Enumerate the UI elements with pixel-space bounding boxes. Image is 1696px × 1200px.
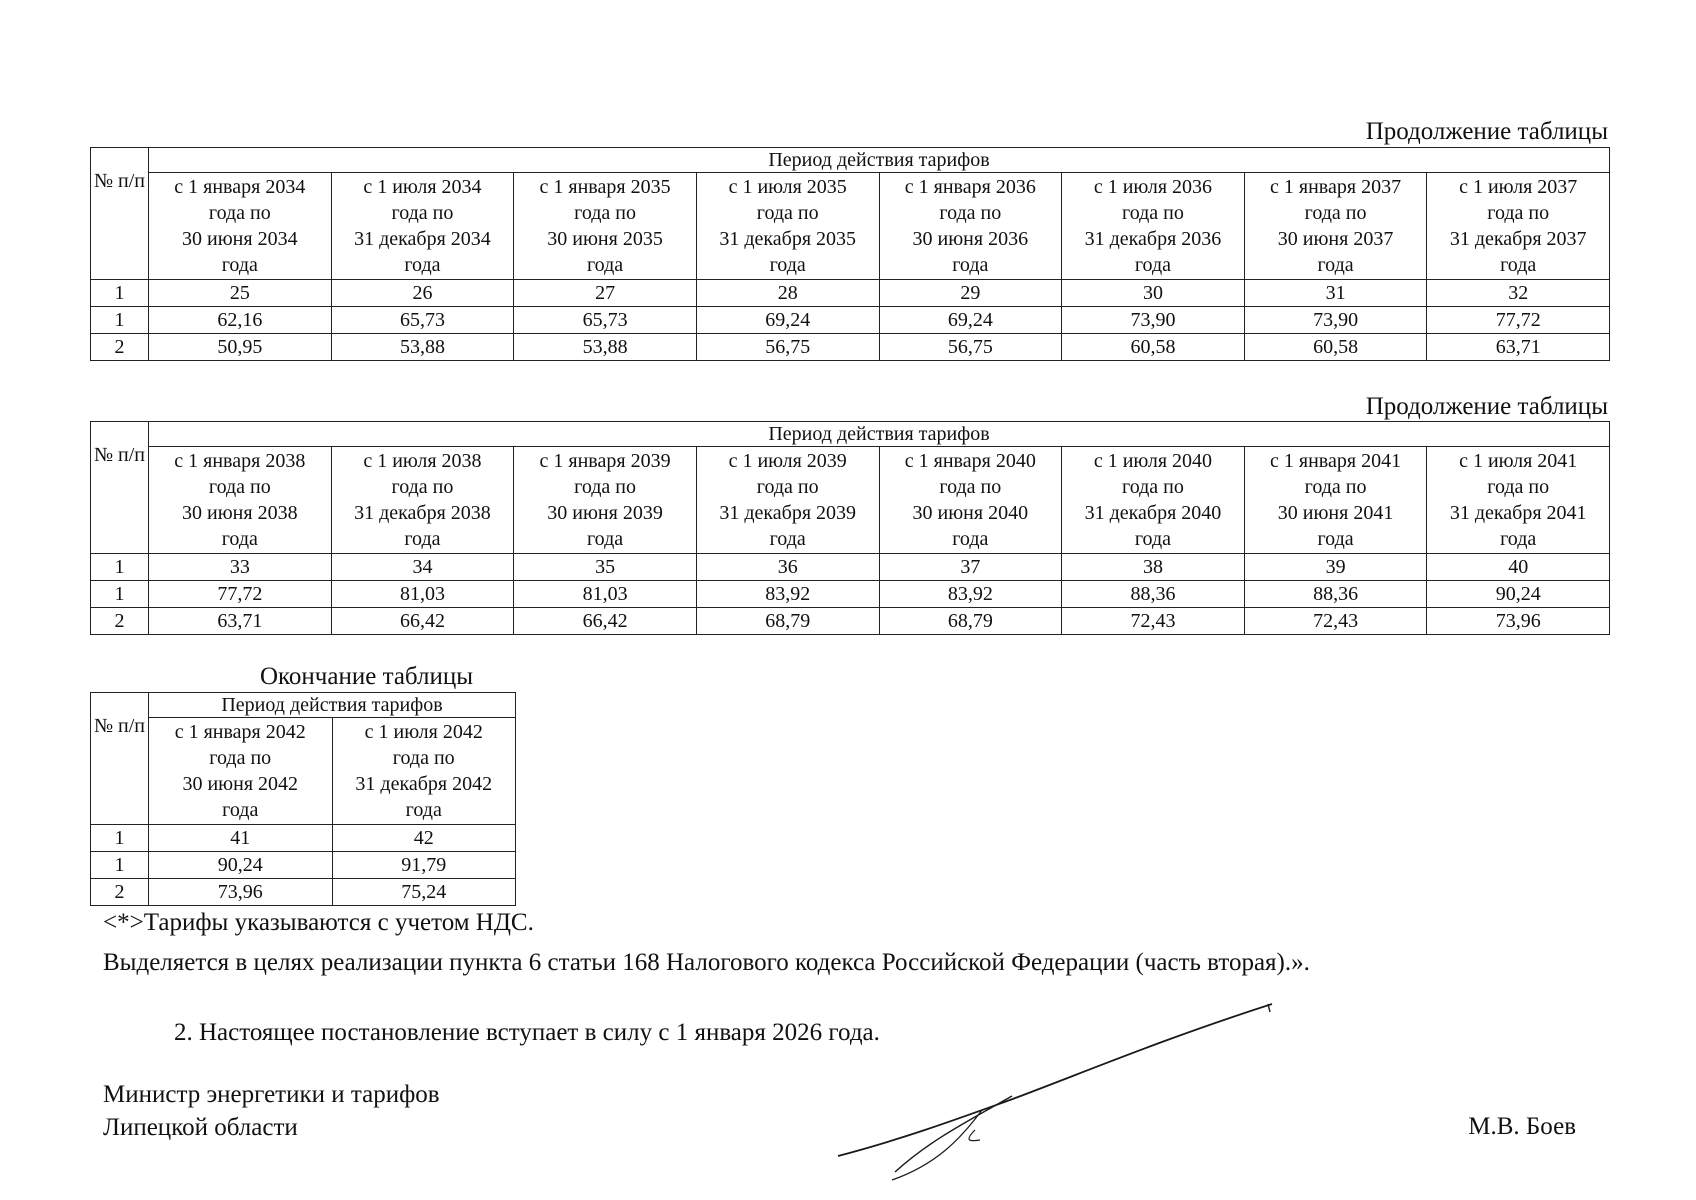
- row-number-cell: 1: [91, 581, 149, 608]
- period-header-line: 30 июня 2037: [1277, 228, 1394, 250]
- tariff-value-cell: 62,16: [149, 307, 332, 334]
- tariff-value-cell: 65,73: [331, 307, 514, 334]
- period-header-line: года по: [208, 476, 271, 498]
- tariff-value-cell: 37: [879, 554, 1062, 581]
- period-header-line: года по: [1487, 202, 1550, 224]
- tariff-value-cell: 28: [696, 280, 879, 307]
- period-header-line: года: [1134, 254, 1172, 276]
- period-header-line: с 1 июля 2036: [1093, 176, 1213, 198]
- vat-allocation-note: Выделяется в целях реализации пункта 6 статьи 168 Налогового кодекса Российской Федерации (часть вторая).».: [103, 949, 1310, 976]
- row-number-cell: 1: [91, 554, 149, 581]
- period-header-line: с 1 июля 2039: [728, 450, 847, 472]
- period-header-line: года по: [574, 202, 636, 224]
- tariff-value-cell: 35: [514, 554, 697, 581]
- tariff-value-cell: 77,72: [1427, 307, 1610, 334]
- tariff-value-cell: 90,24: [149, 852, 333, 879]
- table-2-caption: Продолжение таблицы: [1365, 393, 1608, 420]
- period-group-header: Период действия тарифов: [149, 422, 1610, 447]
- tariff-value-cell: 81,03: [514, 581, 697, 608]
- row-number-cell: 1: [91, 307, 149, 334]
- row-number-cell: 2: [91, 608, 149, 635]
- period-header-line: 31 декабря 2039: [719, 502, 857, 524]
- period-header-line: с 1 января 2040: [904, 450, 1036, 472]
- tariff-value-cell: 68,79: [879, 608, 1062, 635]
- row-number-header: № п/п: [91, 148, 149, 280]
- tariff-value-cell: 56,75: [879, 334, 1062, 361]
- row-number-header: № п/п: [91, 693, 149, 825]
- period-header-line: года по: [392, 747, 455, 769]
- period-header-line: года: [952, 528, 989, 550]
- tariff-value-cell: 66,42: [331, 608, 514, 635]
- period-group-header: Период действия тарифов: [149, 148, 1610, 173]
- period-header-line: 31 декабря 2036: [1084, 228, 1222, 250]
- period-header-line: года: [769, 528, 806, 550]
- period-header-line: 31 декабря 2037: [1449, 228, 1587, 250]
- tariff-value-cell: 88,36: [1244, 581, 1427, 608]
- tariff-value-cell: 75,24: [332, 879, 516, 906]
- tariff-value-cell: 90,24: [1427, 581, 1610, 608]
- tariff-value-cell: 39: [1244, 554, 1427, 581]
- row-number-cell: 1: [91, 280, 149, 307]
- period-header-line: 31 декабря 2041: [1449, 502, 1587, 524]
- period-header-line: 31 декабря 2034: [354, 228, 491, 250]
- row-number-header: № п/п: [91, 422, 149, 554]
- period-header-line: с 1 января 2041: [1270, 450, 1402, 472]
- footnote-vat: <*>Тарифы указываются с учетом НДС.: [103, 909, 534, 936]
- table-1-caption: Продолжение таблицы: [1365, 118, 1608, 145]
- tariff-value-cell: 25: [149, 280, 332, 307]
- tariff-value-cell: 33: [149, 554, 332, 581]
- period-header-line: с 1 января 2037: [1270, 176, 1402, 198]
- period-header-line: года по: [756, 476, 819, 498]
- period-header-line: года по: [1121, 476, 1184, 498]
- signatory-name: М.В. Боев: [1468, 1113, 1576, 1140]
- period-header-line: с 1 июля 2040: [1093, 450, 1213, 472]
- tariff-value-cell: 60,58: [1244, 334, 1427, 361]
- period-header-line: года по: [756, 202, 819, 224]
- tariff-value-cell: 41: [149, 825, 333, 852]
- tariff-value-cell: 50,95: [149, 334, 332, 361]
- period-header-line: года: [221, 254, 258, 276]
- period-header-line: 31 декабря 2040: [1084, 502, 1222, 524]
- period-header-line: года: [1317, 528, 1354, 550]
- tariff-value-cell: 73,96: [149, 879, 333, 906]
- period-header-line: года по: [209, 747, 272, 769]
- tariff-value-cell: 65,73: [514, 307, 697, 334]
- tariff-value-cell: 60,58: [1062, 334, 1245, 361]
- tariff-value-cell: 26: [331, 280, 514, 307]
- signatory-title-line-2: Липецкой области: [103, 1114, 298, 1141]
- period-header-line: 30 июня 2042: [182, 773, 299, 795]
- tariff-value-cell: 83,92: [696, 581, 879, 608]
- tariff-value-cell: 72,43: [1244, 608, 1427, 635]
- period-header-line: с 1 июля 2035: [728, 176, 847, 198]
- tariff-value-cell: 68,79: [696, 608, 879, 635]
- period-group-header: Период действия тарифов: [149, 693, 516, 718]
- period-header-line: года: [222, 799, 259, 821]
- period-header-line: с 1 июля 2038: [363, 450, 482, 472]
- tariff-value-cell: 73,96: [1427, 608, 1610, 635]
- table-3-caption: Окончание таблицы: [260, 663, 474, 690]
- tariff-value-cell: 77,72: [149, 581, 332, 608]
- period-header-line: с 1 января 2042: [174, 721, 306, 743]
- period-header-line: с 1 января 2035: [539, 176, 671, 198]
- period-header-line: года: [404, 528, 441, 550]
- tariff-value-cell: 32: [1427, 280, 1610, 307]
- row-number-cell: 2: [91, 879, 149, 906]
- period-header-line: с 1 июля 2042: [364, 721, 483, 743]
- tariff-value-cell: 53,88: [514, 334, 697, 361]
- period-header-line: года по: [1487, 476, 1550, 498]
- signatory-title-line-1: Министр энергетики и тарифов: [103, 1081, 440, 1108]
- period-header-line: 30 июня 2036: [912, 228, 1029, 250]
- period-header-line: 30 июня 2034: [182, 228, 298, 250]
- period-header-line: года по: [939, 202, 1002, 224]
- effective-date-clause: 2. Настоящее постановление вступает в силу с 1 января 2026 года.: [174, 1019, 880, 1046]
- tariff-value-cell: 88,36: [1062, 581, 1245, 608]
- tariff-value-cell: 73,90: [1062, 307, 1245, 334]
- period-header-line: с 1 июля 2034: [363, 176, 482, 198]
- period-header-line: с 1 января 2036: [904, 176, 1036, 198]
- period-header-line: года: [769, 254, 806, 276]
- period-header-line: 30 июня 2035: [547, 228, 663, 250]
- period-header-line: года: [586, 528, 624, 550]
- period-header-line: 31 декабря 2035: [719, 228, 857, 250]
- tariff-value-cell: 83,92: [879, 581, 1062, 608]
- tariff-value-cell: 72,43: [1062, 608, 1245, 635]
- tariff-value-cell: 53,88: [331, 334, 514, 361]
- tariff-value-cell: 69,24: [696, 307, 879, 334]
- period-header-line: года: [1134, 528, 1172, 550]
- period-header-line: 31 декабря 2042: [355, 773, 493, 795]
- period-header-line: с 1 января 2038: [174, 450, 306, 472]
- period-header-line: года: [1317, 254, 1354, 276]
- period-header-line: года по: [939, 476, 1002, 498]
- tariff-value-cell: 40: [1427, 554, 1610, 581]
- period-header-line: года по: [391, 202, 454, 224]
- period-header-line: года по: [208, 202, 271, 224]
- period-header-line: года по: [1304, 476, 1367, 498]
- period-header-line: года по: [574, 476, 636, 498]
- period-header-line: 30 июня 2041: [1277, 502, 1394, 524]
- period-header-line: года по: [391, 476, 454, 498]
- period-header-line: 30 июня 2039: [547, 502, 663, 524]
- period-header-line: года: [1500, 528, 1537, 550]
- period-header-line: года: [1500, 254, 1537, 276]
- tariff-value-cell: 42: [332, 825, 516, 852]
- period-header-line: 31 декабря 2038: [354, 502, 491, 524]
- period-header-line: с 1 июля 2041: [1459, 450, 1578, 472]
- period-header-line: года: [952, 254, 989, 276]
- tariff-value-cell: 30: [1062, 280, 1245, 307]
- row-number-cell: 1: [91, 852, 149, 879]
- tariff-value-cell: 31: [1244, 280, 1427, 307]
- row-number-cell: 1: [91, 825, 149, 852]
- tariff-value-cell: 81,03: [331, 581, 514, 608]
- period-header-line: с 1 января 2039: [539, 450, 671, 472]
- tariff-value-cell: 73,90: [1244, 307, 1427, 334]
- period-header-line: года по: [1304, 202, 1367, 224]
- period-header-line: года: [405, 799, 442, 821]
- tariff-value-cell: 63,71: [149, 608, 332, 635]
- period-header-line: года по: [1121, 202, 1184, 224]
- tariff-value-cell: 56,75: [696, 334, 879, 361]
- period-header-line: 30 июня 2040: [912, 502, 1029, 524]
- period-header-line: года: [586, 254, 624, 276]
- tariff-value-cell: 36: [696, 554, 879, 581]
- period-header-line: с 1 января 2034: [174, 176, 306, 198]
- tariff-value-cell: 38: [1062, 554, 1245, 581]
- tariff-value-cell: 69,24: [879, 307, 1062, 334]
- row-number-cell: 2: [91, 334, 149, 361]
- tariff-value-cell: 66,42: [514, 608, 697, 635]
- period-header-line: года: [404, 254, 441, 276]
- tariff-value-cell: 34: [331, 554, 514, 581]
- tariff-value-cell: 29: [879, 280, 1062, 307]
- period-header-line: года: [221, 528, 258, 550]
- period-header-line: с 1 июля 2037: [1459, 176, 1578, 198]
- tariff-value-cell: 27: [514, 280, 697, 307]
- tariff-value-cell: 91,79: [332, 852, 516, 879]
- period-header-line: 30 июня 2038: [182, 502, 298, 524]
- tariff-value-cell: 63,71: [1427, 334, 1610, 361]
